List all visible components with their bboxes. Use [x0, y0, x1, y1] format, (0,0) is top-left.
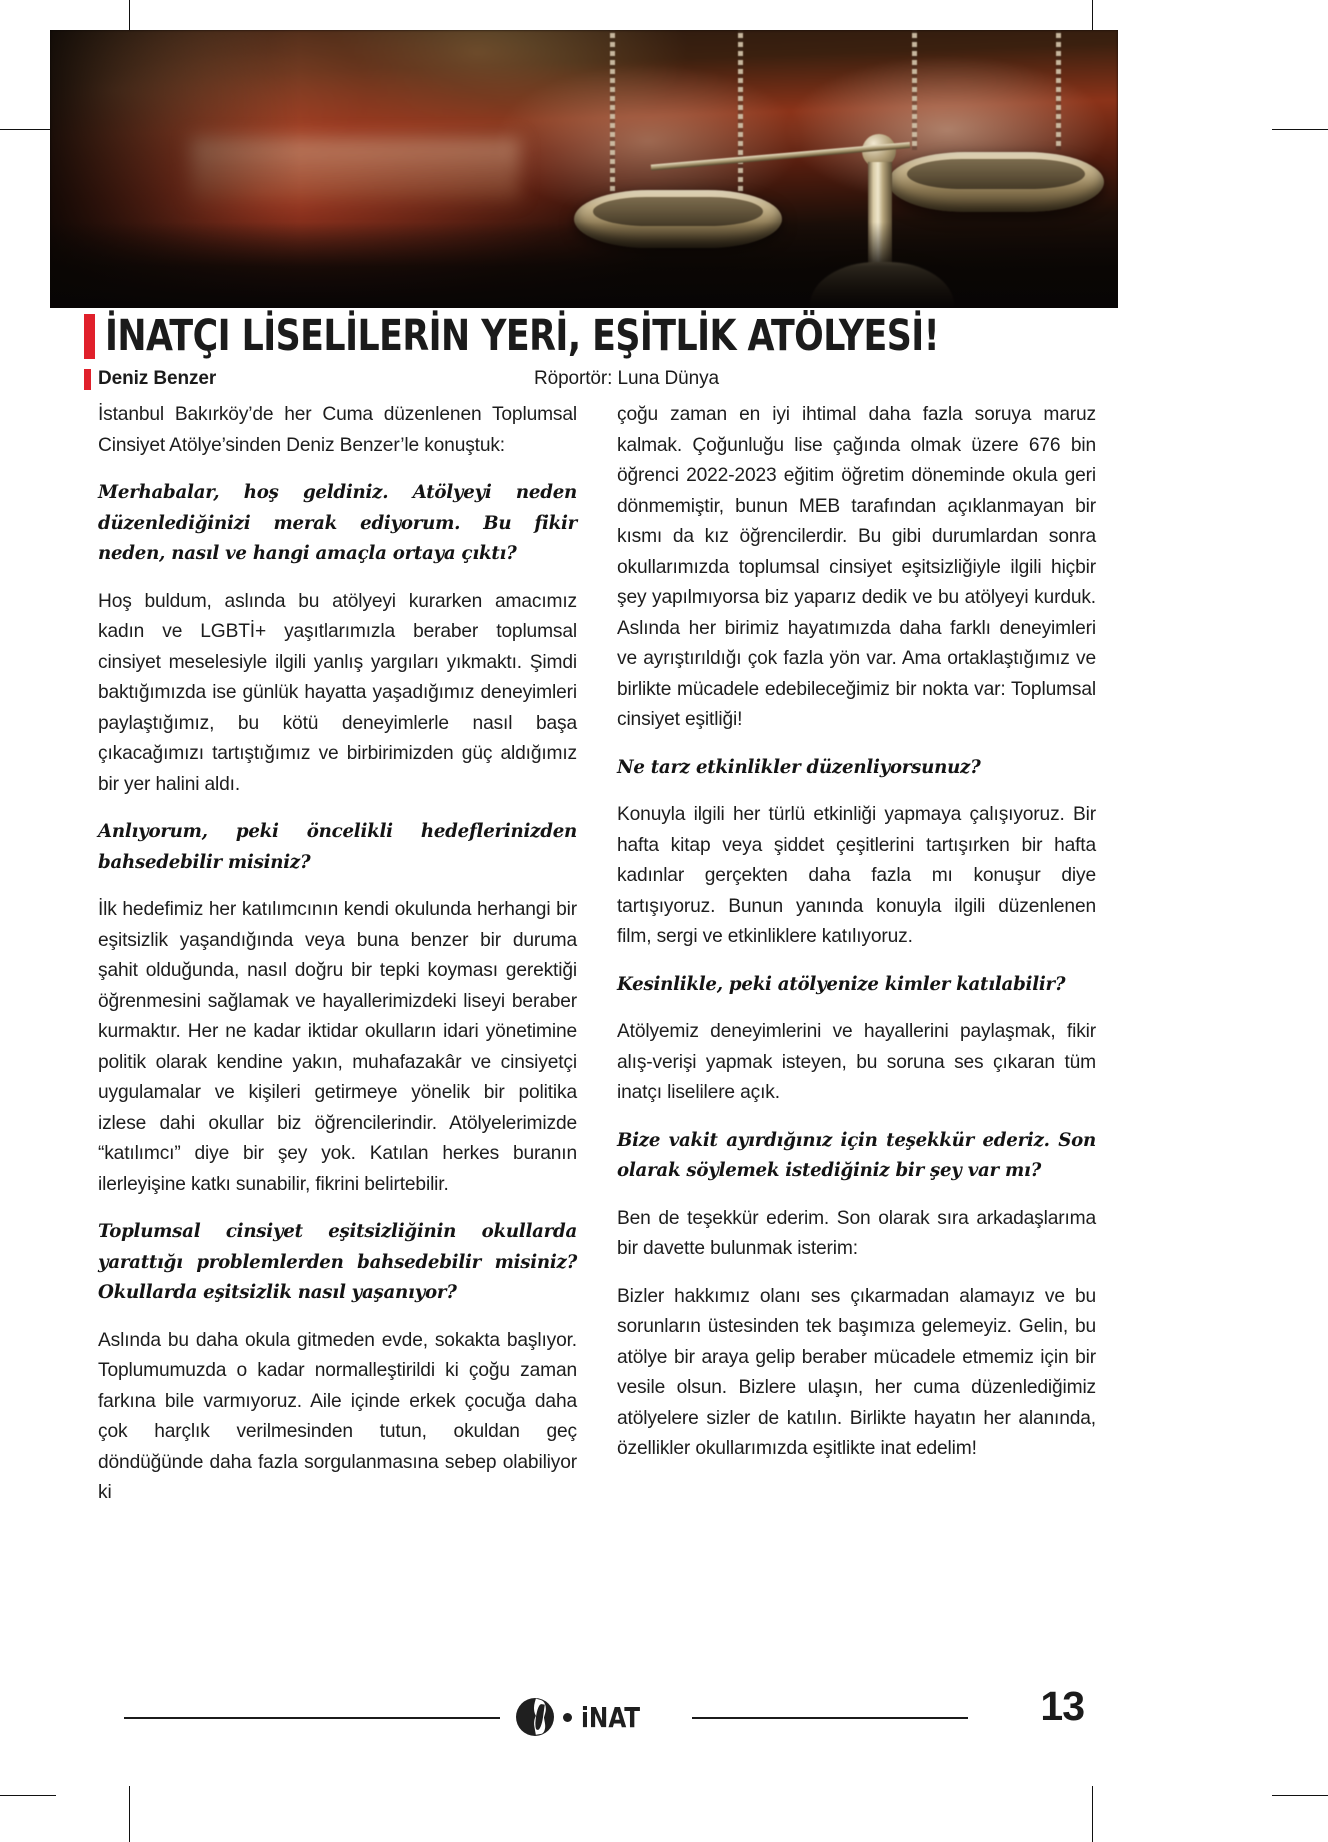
crop-mark-bottom-right-horizontal [1272, 1795, 1328, 1796]
article-column-left [98, 400, 577, 1615]
article-column-right [617, 400, 1096, 1615]
paragraph-intro: İstanbul Bakırköy’de her Cuma düzenlenen Toplumsal Cinsiyet Atölye’sinden Deniz Benzer’le konuştuk: [98, 404, 577, 456]
answer-5: Atölyemiz deneyimlerini ve hayallerini paylaşmak, fikir alış-verişi yapmak isteyen, bu soruna ses çıkaran tüm inatçı liselilere açık. [617, 1021, 1096, 1103]
scale-pan-right [888, 152, 1104, 212]
crop-mark-top-right-horizontal [1272, 129, 1328, 130]
hero-photo-bottom-shadow [50, 222, 1118, 308]
scale-pan-right-inner [907, 159, 1084, 189]
chain-right-outer [1056, 30, 1061, 150]
headline-accent-bar [84, 314, 95, 359]
answer-3-part-2: çoğu zaman en iyi ihtimal daha fazla soruya maruz kalmak. Çoğunluğu lise çağında olmak üzere 676 bin öğrenci 2022-2023 eğitim öğretim döneminde okula geri dönmemiştir, bunun MEB tarafından açıklanmayan bir kısmı da kız öğrencilerdir. Bu gibi durumlardan sonra okullarımızda toplumsal cinsiyet eşitsizliğiyle ilgili hiçbir şey yapılmıyorsa biz yaparız dedik ve bu atölyeyi kurduk. Aslında her birimiz hayatımızda daha farklı deneyimleri ve ayrıştırıldığı çok fazla yön var. Ama ortaklaştığımız ve birlikte mücadele edebileceğimiz bir nokta var: Toplumsal cinsiyet eşitliği! [617, 404, 1096, 730]
inat-logo-dot-icon [563, 1713, 572, 1722]
crop-mark-top-left-horizontal [0, 129, 56, 130]
crop-mark-bottom-left-horizontal [0, 1795, 56, 1796]
answer-6-part-1: Ben de teşekkür ederim. Son olarak sıra arkadaşlarıma bir davette bulunmak isterim: [617, 1207, 1096, 1259]
byline-row [84, 366, 1079, 392]
inat-logo-text: iNAT [581, 1700, 641, 1734]
article-columns [98, 400, 1096, 1615]
byline-accent-bar [84, 369, 91, 390]
page-footer [84, 1683, 1084, 1748]
page-number: 13 [1040, 1683, 1084, 1729]
byline-interviewer: Röportör: Luna Dünya [534, 368, 719, 389]
chain-left-outer [610, 30, 615, 192]
footer-rule-right [692, 1717, 968, 1719]
question-1: Merhabalar, hoş geldiniz. Atölyeyi neden düzenlediğinizi merak ediyorum. Bu fikir neden, nasıl ve hangi amaçla ortaya çıktı? [98, 482, 577, 564]
hero-photo-justice-scales [50, 30, 1118, 308]
answer-3-part-1: Aslında bu daha okula gitmeden evde, sokakta başlıyor. Toplumumuzda o kadar normalleştirildi ki çoğu zaman farkına bile varmıyoruz. Aile içinde erkek çocuğa daha çok harçlık verilmesinden tutun, okuldan geç döndüğünde daha fazla sorgulanmasına sebep olabiliyor ki [98, 1329, 577, 1503]
magazine-page [50, 0, 1278, 1842]
question-2: Anlıyorum, peki öncelikli hedeflerinizden bahsedebilir misiniz? [98, 821, 577, 873]
answer-6-part-2: Bizler hakkımız olanı ses çıkarmadan alamayız ve bu sorunların üstesinden tek başımıza gelemeyiz. Gelin, bu atölye bir araya gelip beraber mücadele etmemiz için bir vesile olsun. Bizlere ulaşın, her cuma düzenlediğimiz atölyelere sizler de katılın. Birlikte hayatın her alanında, özellikler okullarımızda eşitlikte inat edelim! [617, 1285, 1096, 1459]
question-6: Bize vakit ayırdığınız için teşekkür ederiz. Son olarak söylemek istediğiniz bir şey var mı? [617, 1129, 1096, 1181]
footer-rule-left [124, 1717, 500, 1719]
chain-right-inner [912, 30, 917, 150]
inat-mark-icon [516, 1698, 554, 1736]
answer-2: İlk hedefimiz her katılımcının kendi okulunda herhangi bir eşitsizlik yaşandığında veya buna benzer bir duruma şahit olduğunda, nasıl doğru bir tepki koyması gerektiği öğrenmesini sağlamak ve hayallerimizdeki liseyi beraber kurmaktır. Her ne kadar iktidar okulların idari yönetimine politik olarak kendine yakın, muhafazakâr ve cinsiyetçi uygulamalar ve kişileri getirmeye yönelik bir politika izlese dahi okullar biz öğrencilerindir. Atölyelerimizde “katılımcı” diye bir şey yok. Katılan herkes buranın ilerleyişine katkı sunabilir, fikrini belirtebilir. [98, 899, 577, 1195]
chain-left-inner [738, 30, 743, 192]
question-4: Ne tarz etkinlikler düzenliyorsunuz? [617, 756, 981, 778]
headline-row [84, 311, 1084, 361]
answer-4: Konuyla ilgili her türlü etkinliği yapmaya çalışıyoruz. Bir hafta kitap veya şiddet çeşitlerini tartışırken bir hafta kadınlar gerçekten daha fazla mı konuşur diye tartışıyoruz. Bunun yanında konuyla ilgili düzenlenen film, sergi ve etkinliklere katılıyoruz. [617, 804, 1096, 947]
byline-author: Deniz Benzer [98, 368, 217, 389]
question-5: Kesinlikle, peki atölyenize kimler katılabilir? [617, 973, 1066, 995]
page-title: İNATÇI LİSELİLERİN YERİ, EŞİTLİK ATÖLYESİ! [105, 310, 940, 361]
answer-1: Hoş buldum, aslında bu atölyeyi kurarken amacımız kadın ve LGBTİ+ yaşıtlarımızla beraber toplumsal cinsiyet meselesiyle ilgili yanlış yargıları yıkmaktı. Şimdi baktığımızda ise günlük hayatta yaşadığımız deneyimleri paylaştığımız, bu kötü deneyimlerle nasıl başa çıkacağımızı tartıştığımız ve birbirimizden güç aldığımız bir yer halini aldı. [98, 590, 577, 795]
question-3: Toplumsal cinsiyet eşitsizliğinin okullarda yarattığı problemlerden bahsedebilir misiniz? Okullarda eşitsizlik nasıl yaşanıyor? [98, 1221, 577, 1303]
inat-logo [516, 1696, 645, 1738]
